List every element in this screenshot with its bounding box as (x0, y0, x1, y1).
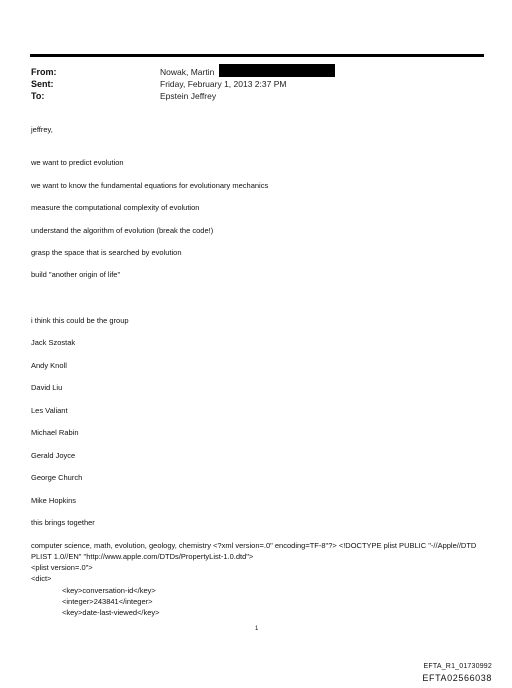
sent-label: Sent: (31, 79, 54, 89)
integer-line: <integer>243841</integer> (62, 597, 153, 606)
to-label: To: (31, 91, 45, 101)
page-number: 1 (255, 626, 259, 632)
person-name: Les Valiant (31, 406, 68, 415)
redaction-box (219, 64, 335, 77)
goal-line: we want to know the fundamental equations for evolutionary mechanics (31, 181, 269, 190)
person-name: George Church (31, 473, 83, 482)
goal-line: understand the algorithm of evolution (break the code!) (31, 226, 214, 235)
bates-number-primary: EFTA_R1_01730992 (423, 663, 492, 670)
person-name: David Liu (31, 383, 63, 392)
key-line: <key>conversation-id</key> (62, 586, 156, 595)
goal-line: measure the computational complexity of evolution (31, 203, 200, 212)
brings-together: this brings together (31, 518, 95, 527)
key-line: <key>date-last-viewed</key> (62, 608, 160, 617)
person-name: Mike Hopkins (31, 496, 77, 505)
goal-line: grasp the space that is searched by evolution (31, 248, 182, 257)
plist-line: <plist version=.0"> (31, 563, 93, 572)
group-intro: i think this could be the group (31, 316, 129, 325)
person-name: Michael Rabin (31, 428, 79, 437)
dict-line: <dict> (31, 574, 52, 583)
header-rule (30, 54, 484, 57)
sent-value: Friday, February 1, 2013 2:37 PM (160, 79, 287, 89)
goal-line: build "another origin of life" (31, 270, 121, 279)
person-name: Andy Knoll (31, 361, 67, 370)
from-label: From: (31, 67, 57, 77)
person-name: Jack Szostak (31, 338, 76, 347)
fields-line: computer science, math, evolution, geology, chemistry <?xml version=.0" encoding=TF-8"?> <!DOCTYPE plist PUBLIC "-//Apple//DTD PLIST 1.0//EN" "http://www.apple.com/DTDs/PropertyList-1.0.dtd"> (31, 541, 477, 561)
to-value: Epstein Jeffrey (160, 91, 217, 101)
goal-line: we want to predict evolution (31, 158, 124, 167)
person-name: Gerald Joyce (31, 451, 76, 460)
greeting: jeffrey, (31, 125, 53, 134)
bates-number-secondary: EFTA02566038 (422, 673, 492, 683)
from-value: Nowak, Martin (160, 67, 215, 77)
